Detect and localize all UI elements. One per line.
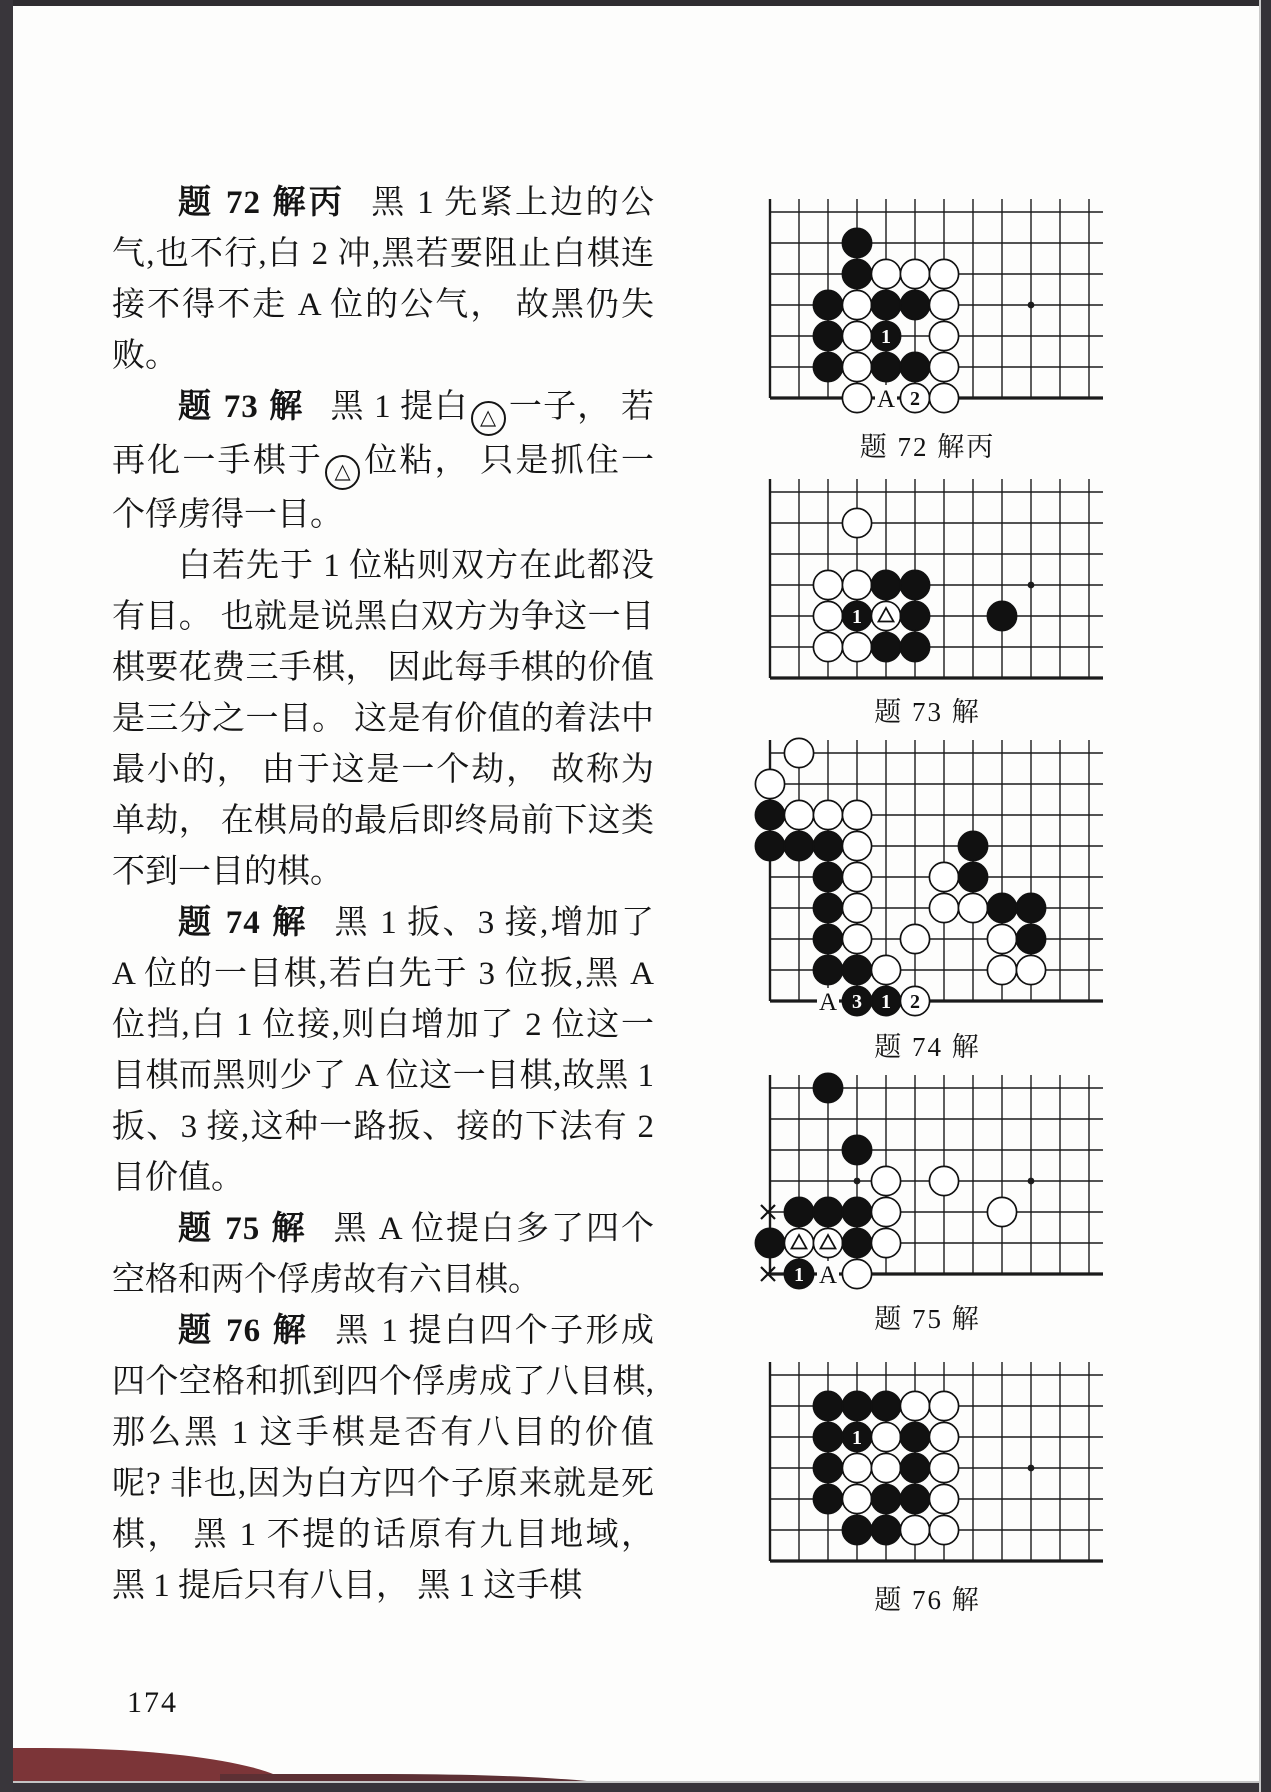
black-stone: [842, 228, 871, 257]
paragraph-heading: 题 73 解: [178, 389, 305, 425]
white-stone: [900, 924, 929, 953]
diagram-caption: 题 72 解丙: [859, 432, 996, 462]
white-stone: [871, 1453, 900, 1482]
move-number: 2: [910, 388, 920, 410]
white-stone: [784, 1228, 813, 1257]
move-number: 1: [794, 1264, 804, 1286]
black-stone: [842, 1228, 871, 1257]
paragraph-heading: 题 75 解: [178, 1211, 308, 1247]
white-stone: [842, 862, 871, 891]
white-stone: [871, 955, 900, 984]
black-stone: [987, 893, 1016, 922]
white-stone: [871, 601, 900, 630]
black-stone: [784, 831, 813, 860]
white-stone: [987, 924, 1016, 953]
black-stone: [813, 831, 842, 860]
white-stone: [929, 1453, 958, 1482]
white-stone: [929, 893, 958, 922]
black-stone: [813, 290, 842, 319]
white-stone: [958, 893, 987, 922]
black-stone: [900, 1453, 929, 1482]
white-stone: [813, 1228, 842, 1257]
white-stone: [900, 1391, 929, 1420]
white-stone: [900, 259, 929, 288]
white-stone: [929, 352, 958, 381]
white-stone: [842, 924, 871, 953]
white-stone: [784, 738, 813, 767]
move-number: 1: [852, 1427, 862, 1449]
black-stone: [871, 632, 900, 661]
black-stone: [784, 1197, 813, 1226]
black-stone: [813, 1422, 842, 1451]
black-stone: [871, 570, 900, 599]
white-stone: [842, 632, 871, 661]
diagram-caption: 题 74 解: [874, 1032, 981, 1062]
move-number: 1: [881, 991, 891, 1013]
move-number: 1: [881, 326, 891, 348]
white-stone: [842, 800, 871, 829]
white-triangle-stone-symbol: △: [471, 401, 506, 436]
white-stone: [842, 383, 871, 412]
white-stone: [842, 352, 871, 381]
white-stone: [929, 1166, 958, 1195]
white-stone: [842, 1484, 871, 1513]
white-stone: [813, 570, 842, 599]
black-stone: [755, 800, 784, 829]
go-board: [754, 1357, 1107, 1577]
go-board-diagram-76: [754, 1357, 1107, 1577]
white-stone: [1016, 955, 1045, 984]
black-stone: [842, 1391, 871, 1420]
paragraph: 题 76 解 黑 1 提白四个子形成四个空格和抓到四个俘虏成了八目棋,那么黑 1 这手棋是否有八目的价值呢? 非也,因为白方四个子原来就是死棋， 黑 1 不提的话原有九目地域， 黑 1 提后只有八目， 黑 1 这手棋: [112, 1313, 655, 1604]
white-stone: [987, 955, 1016, 984]
star-point: [1028, 302, 1035, 309]
black-stone: [813, 862, 842, 891]
paragraph: 题 73 解 黑 1 提白 △ 一子， 若再化一手棋于 △ 位粘， 只是抓住一个俘虏得一目。: [112, 389, 655, 533]
go-board-diagram-73: [754, 474, 1107, 694]
scan-border-top: [0, 0, 1271, 6]
white-stone: [987, 1197, 1016, 1226]
black-stone: [813, 1453, 842, 1482]
white-stone: [842, 290, 871, 319]
black-stone: [900, 601, 929, 630]
black-stone: [842, 259, 871, 288]
scan-border-right: [1259, 0, 1271, 1792]
white-stone: [813, 800, 842, 829]
black-stone: [813, 893, 842, 922]
white-stone: [929, 383, 958, 412]
black-stone: [1016, 893, 1045, 922]
white-stone: [929, 1391, 958, 1420]
white-stone: [929, 290, 958, 319]
black-stone: [813, 1391, 842, 1420]
white-stone: [929, 1515, 958, 1544]
go-board: [754, 1070, 1107, 1290]
white-stone: [929, 1484, 958, 1513]
black-stone: [900, 1422, 929, 1451]
scan-border-bottom: [0, 1781, 1271, 1792]
paragraph: 题 74 解 黑 1 扳、3 接,增加了 A 位的一目棋,若白先于 3 位扳,黑 A 位挡,白 1 位接,则白增加了 2 位这一目棋而黑则少了 A 位这一目棋,故黑 1 扳、3 接,这种一路扳、接的下法有 2 目价值。: [112, 905, 654, 1196]
black-stone: [900, 570, 929, 599]
diagram-caption: 题 75 解: [874, 1304, 981, 1334]
white-stone: [813, 601, 842, 630]
white-stone: [871, 1166, 900, 1195]
paragraph-heading: 题 72 解丙: [178, 185, 346, 221]
black-stone: [900, 352, 929, 381]
white-stone: [929, 321, 958, 350]
star-point: [854, 1178, 861, 1185]
black-stone: [813, 352, 842, 381]
point-label: A: [818, 1262, 838, 1289]
black-stone: [987, 601, 1016, 630]
black-stone: [842, 955, 871, 984]
white-stone: [929, 862, 958, 891]
white-stone: [813, 632, 842, 661]
go-board-diagram-72c: [754, 194, 1107, 414]
black-stone: [842, 1515, 871, 1544]
white-stone: [900, 1515, 929, 1544]
white-stone: [842, 893, 871, 922]
star-point: [1028, 1178, 1035, 1185]
go-board: [754, 474, 1107, 694]
white-stone: [784, 800, 813, 829]
white-stone: [871, 1197, 900, 1226]
paragraph: 题 75 解 黑 A 位提白多了四个空格和两个俘虏故有六目棋。: [112, 1211, 654, 1298]
white-stone: [871, 259, 900, 288]
white-stone: [842, 831, 871, 860]
black-stone: [755, 831, 784, 860]
go-board: [754, 194, 1107, 414]
black-stone: [813, 924, 842, 953]
white-stone: [755, 769, 784, 798]
black-stone: [958, 831, 987, 860]
black-stone: [900, 1484, 929, 1513]
go-board: [754, 735, 1107, 1017]
white-stone: [929, 1422, 958, 1451]
white-stone: [842, 1453, 871, 1482]
black-stone: [813, 1197, 842, 1226]
black-stone: [958, 862, 987, 891]
black-stone: [871, 290, 900, 319]
black-stone: [1016, 924, 1045, 953]
paragraph: 题 72 解丙 黑 1 先紧上边的公气,也不行,白 2 冲,黑若要阻止白棋连接不得不走 A 位的公气， 故黑仍失败。: [112, 185, 655, 374]
go-board-diagram-75: [754, 1070, 1107, 1290]
black-stone: [813, 321, 842, 350]
page-number: 174: [127, 1686, 178, 1719]
white-stone: [842, 570, 871, 599]
black-stone: [900, 290, 929, 319]
white-stone: [842, 508, 871, 537]
black-stone: [842, 1197, 871, 1226]
paragraph-heading: 题 74 解: [178, 905, 309, 941]
star-point: [1028, 582, 1035, 589]
black-stone: [871, 1484, 900, 1513]
black-stone: [871, 352, 900, 381]
white-stone: [842, 321, 871, 350]
black-stone: [813, 1073, 842, 1102]
black-stone: [813, 1484, 842, 1513]
move-number: 2: [910, 991, 920, 1013]
star-point: [1028, 1465, 1035, 1472]
paragraph: 白若先于 1 位粘则双方在此都没有目。 也就是说黑白双方为争这一目棋要花费三手棋， 因此每手棋的价值是三分之一目。 这是有价值的着法中最小的， 由于这是一个劫， 故称为单劫， 在棋局的最后即终局前下这类不到一目的棋。: [112, 548, 654, 890]
white-stone: [871, 1422, 900, 1451]
black-stone: [813, 955, 842, 984]
scan-border-left: [0, 0, 13, 1792]
black-stone: [871, 1515, 900, 1544]
point-label: A: [818, 989, 838, 1016]
white-stone: [871, 1228, 900, 1257]
black-stone: [842, 1135, 871, 1164]
diagram-caption: 题 73 解: [874, 697, 981, 727]
black-stone: [900, 632, 929, 661]
point-label: A: [876, 386, 896, 413]
white-triangle-stone-symbol: △: [325, 455, 360, 490]
text-column: [112, 178, 654, 1612]
paragraph-heading: 题 76 解: [178, 1313, 310, 1349]
black-stone: [755, 1228, 784, 1257]
move-number: 1: [852, 606, 862, 628]
white-stone: [842, 1259, 871, 1288]
white-stone: [929, 259, 958, 288]
black-stone: [871, 1391, 900, 1420]
go-board-diagram-74: [754, 735, 1107, 1017]
move-number: 3: [852, 991, 862, 1013]
diagram-caption: 题 76 解: [874, 1585, 981, 1615]
